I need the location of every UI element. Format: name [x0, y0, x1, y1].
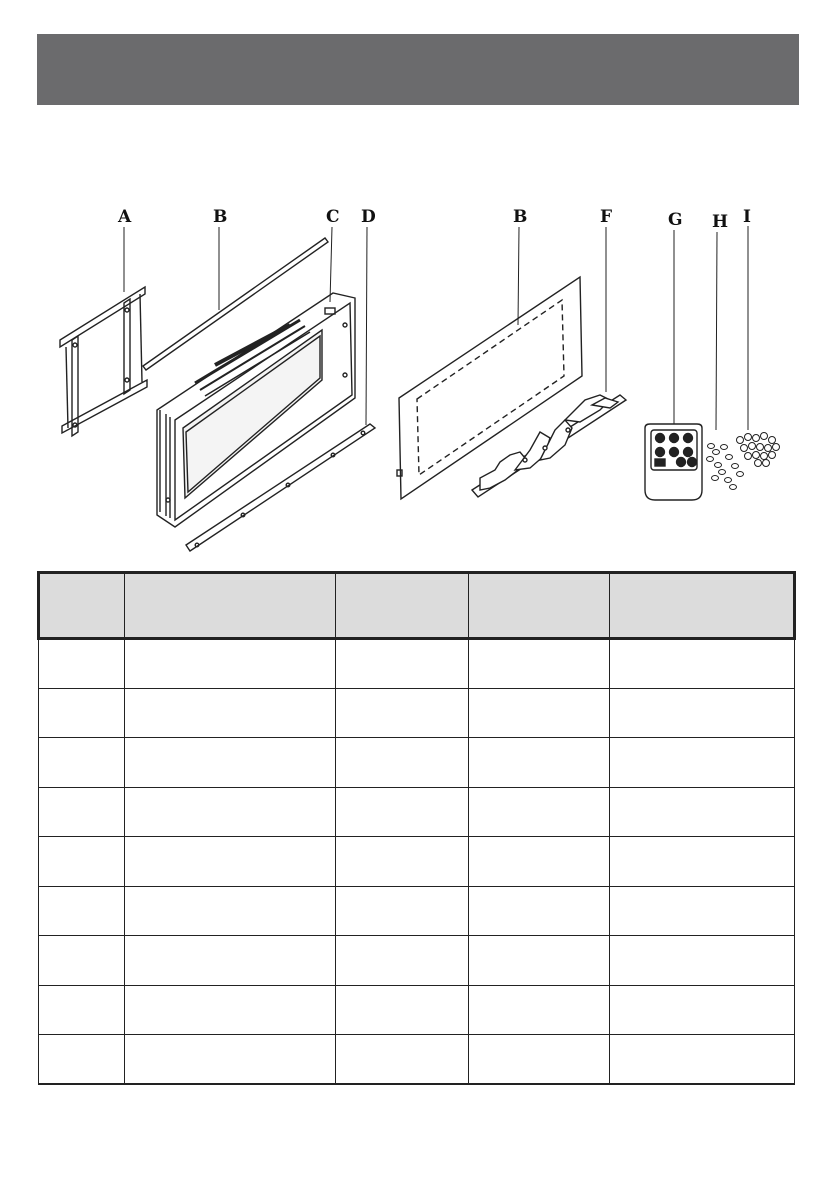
table-cell	[39, 688, 125, 738]
table-row	[39, 738, 795, 788]
part-f-log-set	[472, 395, 626, 497]
table-cell	[469, 1035, 610, 1085]
table-cell	[610, 1035, 795, 1085]
table-cell	[469, 936, 610, 986]
table-cell	[469, 738, 610, 788]
part-label-g: G	[668, 210, 683, 230]
table-cell	[39, 886, 125, 936]
table-row	[39, 837, 795, 887]
part-label-b: B	[213, 207, 228, 227]
table-cell	[39, 787, 125, 837]
table-row	[39, 886, 795, 936]
table-row	[39, 1035, 795, 1085]
parts-diagram-svg	[0, 195, 836, 565]
leader-lines	[124, 226, 748, 430]
table-cell	[125, 639, 336, 689]
table-cell	[469, 837, 610, 887]
table-cell	[125, 738, 336, 788]
table-cell	[469, 688, 610, 738]
column-header	[469, 573, 610, 639]
part-label-c: C	[326, 207, 340, 227]
part-label-a: A	[118, 207, 132, 227]
table-cell	[469, 639, 610, 689]
table-cell	[125, 1035, 336, 1085]
table-cell	[125, 787, 336, 837]
table-cell	[336, 936, 469, 986]
table-cell	[336, 837, 469, 887]
table-row	[39, 787, 795, 837]
part-label-i: I	[743, 207, 751, 227]
table-cell	[610, 936, 795, 986]
exploded-parts-diagram	[0, 195, 836, 565]
table-cell	[336, 787, 469, 837]
table-cell	[336, 985, 469, 1035]
table-cell	[336, 738, 469, 788]
table-cell	[125, 837, 336, 887]
table-cell	[610, 886, 795, 936]
table-cell	[336, 688, 469, 738]
part-g-remote-control	[645, 424, 702, 500]
table-row	[39, 688, 795, 738]
table-cell	[610, 639, 795, 689]
part-label-h: H	[712, 212, 729, 232]
table-cell	[336, 1035, 469, 1085]
column-header	[610, 573, 795, 639]
table-header-row	[39, 573, 795, 639]
table-cell	[469, 787, 610, 837]
table-cell	[469, 985, 610, 1035]
table-cell	[610, 688, 795, 738]
table-cell	[125, 886, 336, 936]
part-label-d: D	[361, 207, 376, 227]
table-cell	[125, 985, 336, 1035]
table-row	[39, 936, 795, 986]
table-row	[39, 985, 795, 1035]
table-cell	[610, 738, 795, 788]
table-cell	[39, 738, 125, 788]
table-cell	[125, 936, 336, 986]
column-header	[39, 573, 125, 639]
table-cell	[610, 985, 795, 1035]
table-row	[39, 639, 795, 689]
column-header	[125, 573, 336, 639]
parts-list-table	[37, 571, 796, 1085]
column-header	[336, 573, 469, 639]
table-cell	[39, 985, 125, 1035]
part-label-e: B	[513, 207, 528, 227]
part-a-wall-bracket	[60, 287, 147, 436]
table-cell	[39, 936, 125, 986]
table-cell	[39, 639, 125, 689]
part-h-screws	[707, 444, 744, 490]
table-cell	[610, 787, 795, 837]
table-cell	[469, 886, 610, 936]
part-glass-panel	[397, 277, 582, 499]
table-cell	[610, 837, 795, 887]
part-c-fireplace-body	[157, 293, 355, 527]
part-label-f: F	[600, 207, 613, 227]
table-cell	[39, 1035, 125, 1085]
table-cell	[336, 639, 469, 689]
part-i-washers	[737, 433, 780, 467]
table-cell	[39, 837, 125, 887]
header-bar	[37, 34, 799, 105]
table-cell	[125, 688, 336, 738]
table-cell	[336, 886, 469, 936]
